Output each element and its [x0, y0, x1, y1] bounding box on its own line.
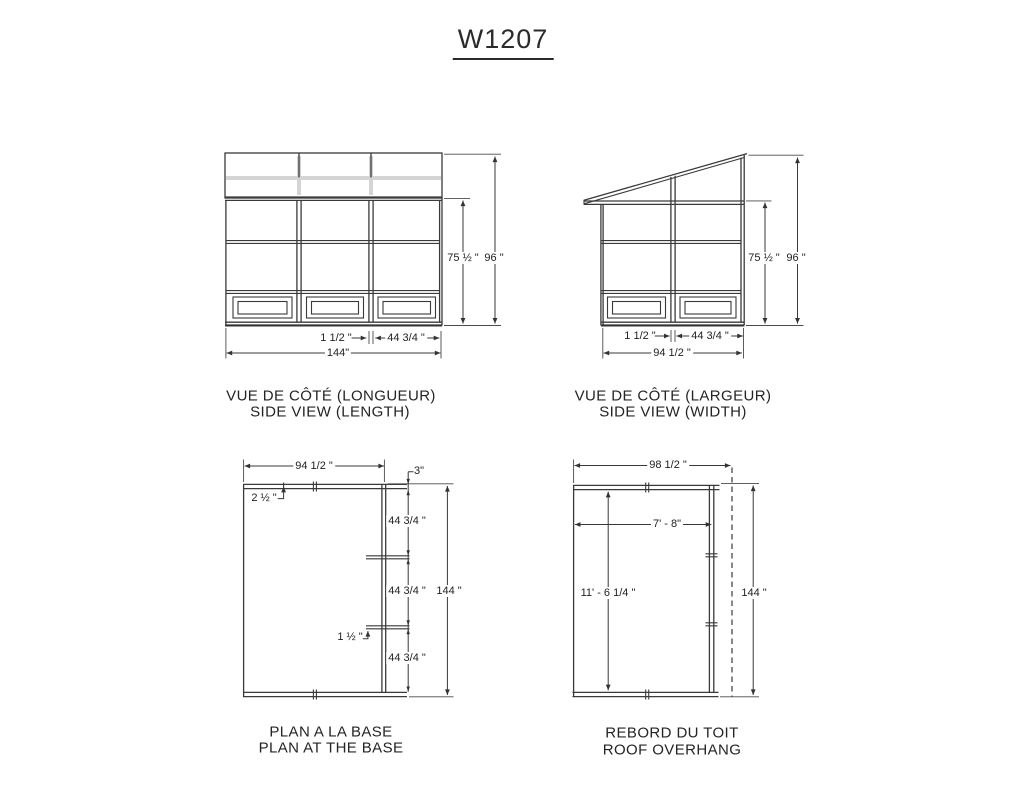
roof-overhang-caption-en: ROOF OVERHANG: [602, 741, 742, 759]
roof-overhang-total-length-dim: 144 ": [741, 587, 767, 599]
side-width-total-width-dim: 94 1/2 ": [653, 347, 691, 359]
side-width-total-height-dim: 96 ": [786, 252, 806, 264]
roof-overhang-linework: [573, 460, 760, 700]
roof-overhang-width-dim: 98 1/2 ": [649, 459, 687, 471]
plan-base-caption-en: PLAN AT THE BASE: [258, 739, 404, 757]
side-width-inner-height-dim: 75 ½ ": [748, 252, 780, 264]
side-length-total-height-dim: 96 ": [484, 252, 504, 264]
plan-base-caption-fr: PLAN A LA BASE: [269, 723, 393, 741]
roof-overhang-inner-width-dim: 7' - 8": [652, 518, 682, 530]
side-length-bay-dim: 44 3/4 ": [387, 332, 425, 344]
plan-base-plate-dim: 1 ½ ": [337, 631, 363, 643]
side-width-caption-en: SIDE VIEW (WIDTH): [599, 403, 747, 421]
plan-base-segment-top-dim: 44 3/4 ": [388, 515, 426, 527]
plan-base-total-length-dim: 144 ": [436, 585, 462, 597]
side-length-post-dim: 1 1/2 ": [320, 332, 352, 344]
side-length-caption-en: SIDE VIEW (LENGTH): [250, 403, 410, 421]
side-width-post-dim: 1 1/2 ": [624, 330, 656, 342]
plan-base-segment-mid-dim: 44 3/4 ": [388, 585, 426, 597]
plan-base-corner-dim: 3": [413, 465, 425, 477]
roof-overhang-inner-length-dim: 11' - 6 1/4 ": [580, 587, 636, 599]
side-width-caption-fr: VUE DE CÔTÉ (LARGEUR): [574, 387, 772, 405]
plan-base-segment-bottom-dim: 44 3/4 ": [388, 652, 426, 664]
drawing-title: W1207: [453, 24, 554, 60]
side-width-bay-dim: 44 3/4 ": [691, 330, 729, 342]
plan-base-width-dim: 94 1/2 ": [295, 460, 333, 472]
side-length-total-width-dim: 144": [326, 347, 350, 359]
side-length-caption-fr: VUE DE CÔTÉ (LONGUEUR): [226, 387, 436, 405]
roof-overhang-caption-fr: REBORD DU TOIT: [605, 724, 739, 742]
side-length-inner-height-dim: 75 ½ ": [447, 252, 479, 264]
plan-base-edge-dim: 2 ½ ": [251, 492, 277, 504]
